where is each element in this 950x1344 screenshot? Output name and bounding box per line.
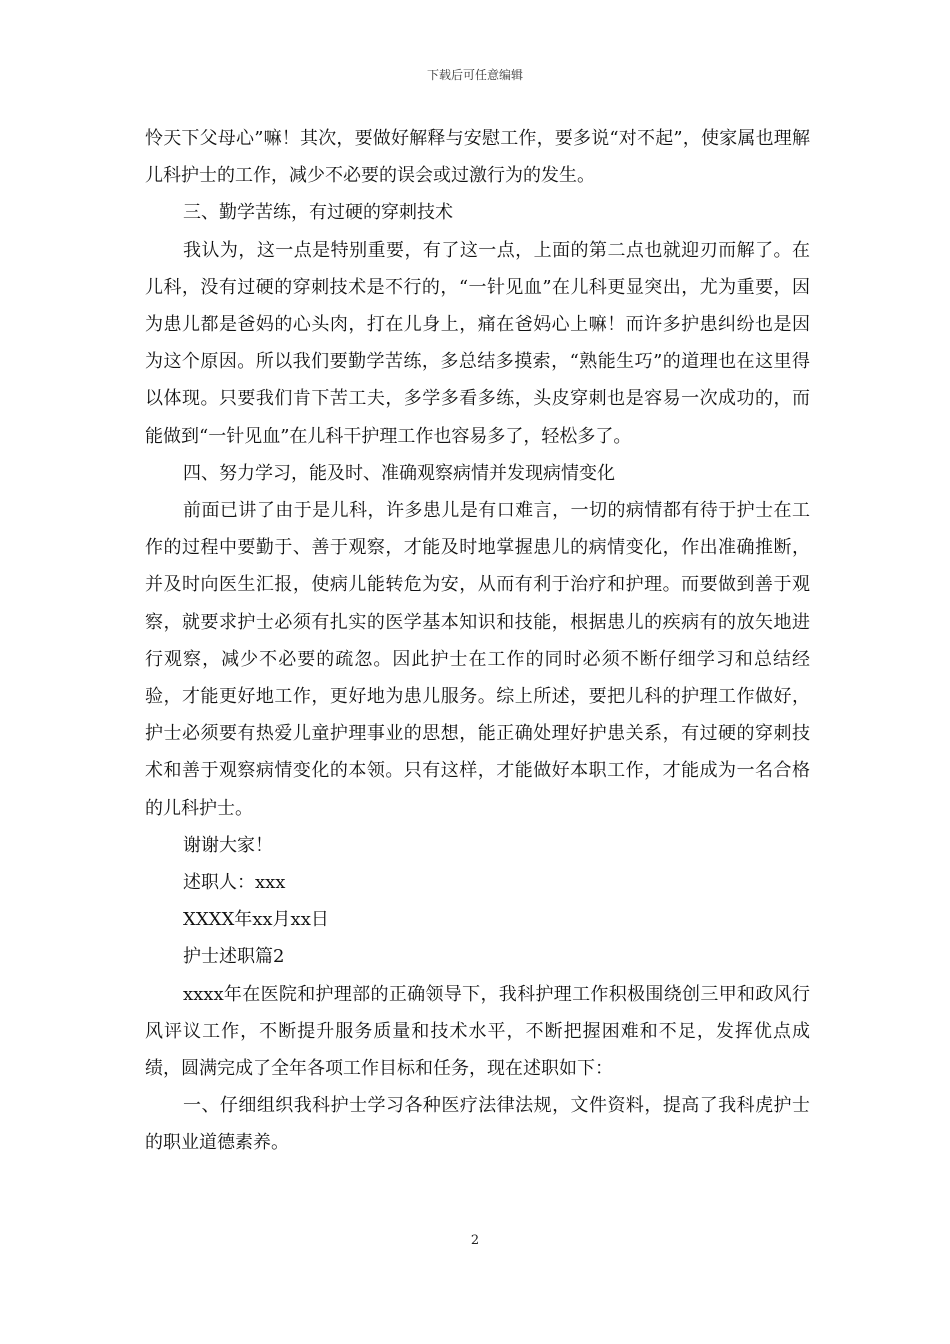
section-heading-1: 一、仔细组织我科护士学习各种医疗法律法规，文件资料，提高了我科虎护士的职业道德素养。 [145, 1095, 810, 1154]
section-heading-3: 三、勤学苦练，有过硬的穿刺技术 [183, 202, 453, 224]
reporter-line: 述职人：xxx [183, 872, 286, 894]
page-header: 下载后可任意编辑 [426, 68, 523, 82]
paragraph-observation: 前面已讲了由于是儿科，许多患儿是有口难言，一切的病情都有待于护士在工作的过程中要勤于、善于观察，才能及时地掌握患儿的病情变化，作出准确推断，并及时向医生汇报，使病儿能转危为安，从而有利于治疗和护理。而要做到善于观察，就要求护士必须有扎实的医学基本知识和技能，根据患儿的疾病有的放矢地进行观察，减少不必要的疏忽。因此护士在工作的同时必须不断仔细学习和总结经验，才能更好地工作，更好地为患儿服务。综上所述，要把儿科的护理工作做好，护士必须要有热爱儿童护理事业的思想，能正确处理好护患关系，有过硬的穿刺技术和善于观察病情变化的本领。只有这样，才能做好本职工作，才能成为一名合格的儿科护士。 [145, 500, 810, 819]
thanks-line: 谢谢大家！ [183, 834, 273, 856]
document-body [145, 120, 810, 1162]
section-heading-4: 四、努力学习，能及时、准确观察病情并发现病情变化 [183, 462, 615, 484]
article-title-2: 护士述职篇2 [183, 946, 285, 968]
paragraph-puncture-skill: 我认为，这一点是特别重要，有了这一点，上面的第二点也就迎刃而解了。在儿科，没有过硬的穿刺技术是不行的，“一针见血”在儿科更显突出，尤为重要，因为患儿都是爸妈的心头肉，打在儿身上，痛在爸妈心上嘛！而许多护患纠纷也是因为这个原因。所以我们要勤学苦练，多总结多摸索，“熟能生巧”的道理也在这里得以体现。只要我们肯下苦工夫，多学多看多练，头皮穿刺也是容易一次成功的，而能做到“一针见血”在儿科干护理工作也容易多了，轻松多了。 [145, 239, 810, 447]
page-number: 2 [470, 1233, 480, 1248]
paragraph-intro-2: xxxx年在医院和护理部的正确领导下，我科护理工作积极围绕创三甲和政风行风评议工作，不断提升服务质量和技术水平，不断把握困难和不足，发挥优点成绩，圆满完成了全年各项工作目标和任务，现在述职如下： [145, 983, 810, 1080]
paragraph-continuation: 怜天下父母心”嘛！其次，要做好解释与安慰工作，要多说“对不起”，使家属也理解儿科护士的工作，减少不必要的误会或过激行为的发生。 [145, 128, 810, 187]
date-line: XXXX年xx月xx日 [183, 909, 329, 931]
